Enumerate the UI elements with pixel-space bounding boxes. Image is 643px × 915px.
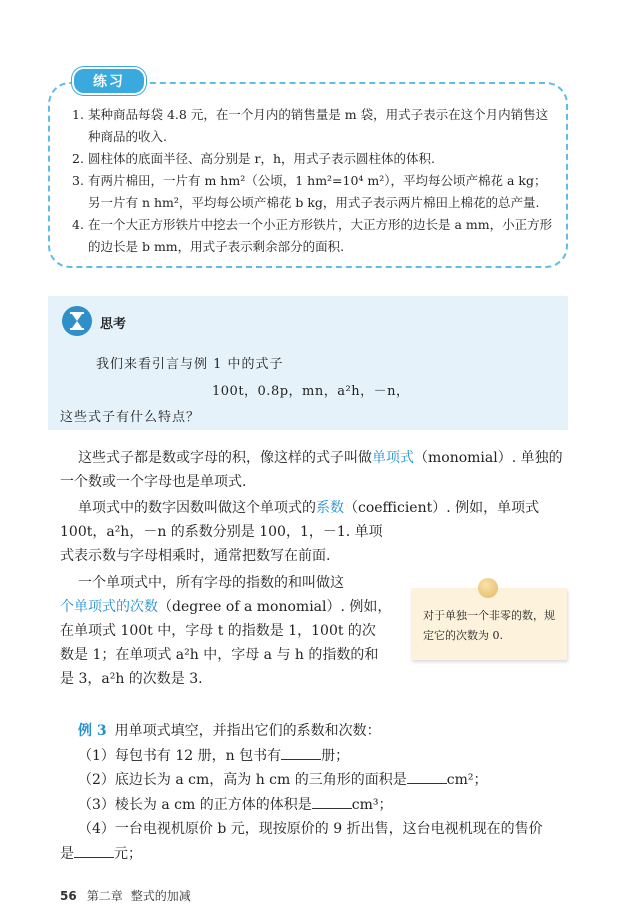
text-run: 元；: [114, 845, 142, 862]
text-run: cm²；: [446, 772, 488, 788]
side-note: 对于单独一个非零的数，规定它的次数为 0.: [411, 588, 567, 660]
term-coefficient: 系数: [316, 500, 344, 516]
think-line: 我们来看引言与例 1 中的式子: [96, 357, 284, 372]
example-question: [60, 744, 572, 769]
pin-icon: [478, 578, 498, 598]
answer-blank[interactable]: [312, 794, 352, 809]
text-run: （degree of a monomial）. 例如，: [158, 599, 392, 615]
page-number: 56: [60, 889, 77, 903]
practice-item-number: 1.: [72, 107, 84, 122]
think-expressions: 100t，0.8p，mn，a²h，－n，: [212, 384, 410, 399]
text-run: （coefficient）. 例如，单项式: [344, 500, 540, 516]
answer-blank[interactable]: [74, 843, 114, 858]
practice-item: [72, 148, 556, 170]
practice-item-text: 某种商品每袋 4.8 元，在一个月内的销售量是 m 袋，用式子表示在这个月内销售这种商品的收入.: [88, 107, 549, 144]
practice-list: [72, 104, 556, 258]
text-line: 式表示数与字母相乘时，通常把数写在前面.: [60, 548, 331, 564]
answer-blank[interactable]: [407, 769, 447, 784]
example-3: [60, 719, 572, 866]
text-run: cm³；: [351, 796, 393, 813]
text-run: 这些式子都是数或字母的积，像这样的式子叫做: [78, 450, 372, 466]
example-label: 例 3: [78, 723, 107, 739]
example-question: [60, 793, 572, 818]
chapter-label: 第二章: [86, 889, 123, 903]
term-monomial: 单项式: [372, 450, 414, 466]
example-question: （4）一台电视机原价 b 元，现按原价的 9 折出售，这台电视机现在的售价: [78, 821, 543, 837]
chapter-title: 整式的加减: [130, 889, 191, 903]
text-run: （3）棱长为 a cm 的正方体的体积是: [78, 796, 312, 813]
text-line: 是 3，a²h 的次数是 3.: [60, 671, 203, 687]
practice-item-text: 在一个大正方形铁片中挖去一个小正方形铁片，大正方形的边长是 a mm，小正方形的边长是 b mm，用式子表示剩余部分的面积.: [88, 217, 553, 254]
example-question-continued: [60, 842, 572, 867]
practice-title: 练习: [72, 67, 146, 95]
hourglass-icon: [62, 306, 92, 336]
text-line: 数是 1；在单项式 a²h 中，字母 a 与 h 的指数的和: [60, 647, 379, 663]
practice-item-number: 4.: [72, 217, 84, 232]
text-run: （2）底边长为 a cm，高为 h cm 的三角形的面积是: [78, 772, 407, 788]
practice-item: [72, 104, 556, 148]
text-run: 单项式中的数字因数叫做这个单项式的: [78, 500, 316, 516]
text-run: （1）每包书有 12 册，n 包书有: [78, 747, 282, 764]
text-line: [60, 496, 572, 520]
page-footer: [60, 887, 191, 904]
text-line: 一个单项式中，所有字母的指数的和叫做这: [78, 575, 344, 591]
term-degree: 个单项式的次数: [60, 599, 158, 615]
text-line: 100t，a²h，－n 的系数分别是 100，1，－1. 单项: [60, 524, 383, 540]
answer-blank[interactable]: [281, 745, 321, 760]
think-question: 这些式子有什么特点？: [60, 410, 201, 425]
text-run: 是: [60, 845, 74, 862]
text-run: 册；: [321, 747, 350, 764]
text-run: 用单项式填空，并指出它们的系数和次数：: [114, 723, 381, 739]
text-run: （monomial）. 单独的一个数或一个字母也是单项式.: [60, 450, 563, 490]
practice-item: [72, 214, 556, 258]
think-title: 思考: [100, 317, 127, 332]
practice-item-number: 3.: [72, 173, 84, 188]
practice-item-number: 2.: [72, 151, 84, 166]
example-intro: [60, 719, 572, 744]
practice-item: [72, 170, 556, 214]
text-line: 在单项式 100t 中，字母 t 的指数是 1，100t 的次: [60, 623, 376, 639]
paragraph-monomial-definition: [60, 446, 572, 494]
paragraph-coefficient: [60, 496, 572, 568]
text-line: [60, 595, 405, 619]
example-question: [60, 768, 572, 793]
paragraph-degree: [60, 571, 405, 691]
practice-item-text: 有两片棉田，一片有 m hm²（公顷，1 hm²=10⁴ m²），平均每公顷产棉花 a kg；另一片有 n hm²，平均每公顷产棉花 b kg，用式子表示两片棉田上棉花的总产量.: [88, 173, 547, 210]
practice-item-text: 圆柱体的底面半径、高分别是 r，h，用式子表示圆柱体的体积.: [88, 151, 435, 166]
